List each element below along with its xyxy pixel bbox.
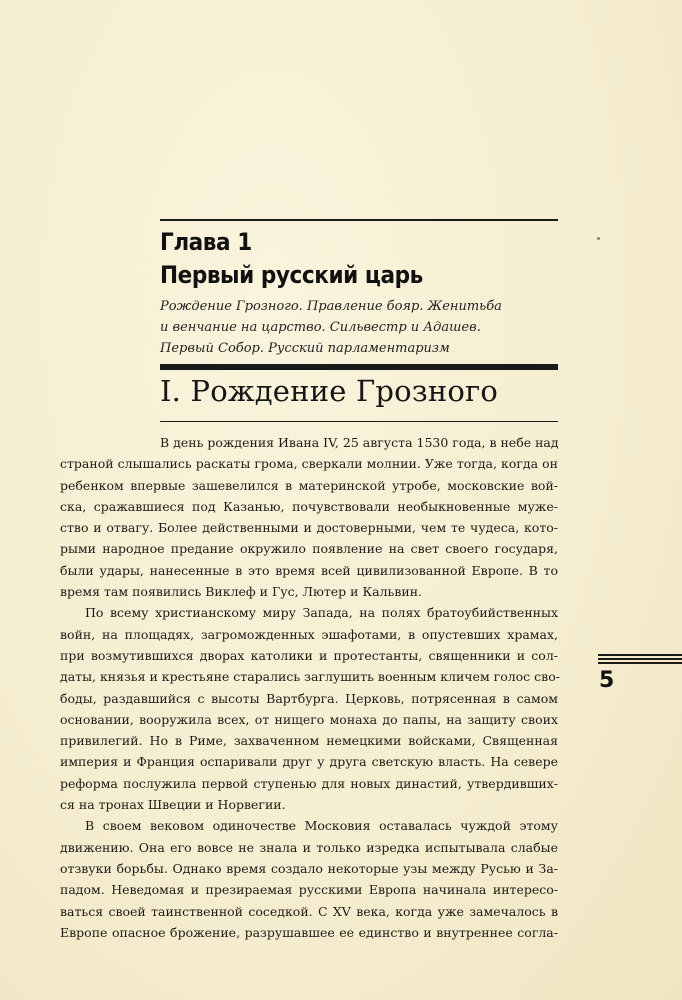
text-line: отзвуки борьбы. Однако время создало некоторые узы между Русью и За- (60, 860, 558, 876)
marker-bar (598, 662, 682, 664)
subtitle-line: и венчание на царство. Сильвестр и Адашев. (160, 320, 481, 335)
text-line: войн, на площадях, загроможденных эшафотами, в опустевших храмах, (60, 626, 558, 642)
text-line: привилегий. Но в Риме, захваченном немецкими войсками, Священная (60, 733, 558, 749)
text-line: страной слышались раскаты грома, сверкали молнии. Уже тогда, когда он (60, 456, 558, 472)
text-line: ваться своей таинственной соседкой. С XV века, когда уже замечалось в (60, 903, 558, 919)
paragraph (60, 432, 558, 602)
paragraph (60, 602, 558, 815)
text-line: ся на тронах Швеции и Норвегии. (60, 797, 286, 813)
text-line: Европе опасное брожение, разрушавшее ее единство и внутреннее согла- (60, 924, 558, 940)
marker-bar (598, 658, 682, 660)
page-marker-bars (598, 654, 682, 666)
text-line: падом. Неведомая и презираемая русскими Европа начинала интересо- (60, 882, 558, 898)
section-rule (160, 421, 558, 422)
text-line: боды, раздавшийся с высоты Вартбурга. Церковь, потрясенная в самом (60, 690, 558, 706)
body-text (60, 432, 558, 943)
text-line: основании, вооружила всех, от нищего монаха до папы, на защиту своих (60, 711, 558, 727)
text-line: при возмутившихся дворах католики и протестанты, священники и сол- (60, 647, 558, 663)
text-line: В день рождения Ивана IV, 25 августа 1530 года, в небе над (160, 435, 559, 450)
chapter-label: Глава 1 (160, 228, 252, 256)
text-line: были удары, нанесенные в это время всей цивилизованной Европе. В то (60, 562, 558, 578)
section-heading: I. Рождение Грозного (160, 374, 499, 408)
marker-bar (598, 654, 682, 656)
thick-rule (160, 364, 558, 370)
text-line: реформа послужила первой ступенью для новых династий, утвердивших- (60, 775, 558, 791)
text-line: движению. Она его вовсе не знала и только изредка испытывала слабые (60, 839, 558, 855)
text-line: ство и отвагу. Более действенными и достоверными, чем те чудеса, кото- (60, 520, 558, 536)
chapter-title: Первый русский царь (160, 261, 423, 289)
subtitle-line: Рождение Грозного. Правление бояр. Женитьба (160, 299, 502, 314)
text-line: По всему христианскому миру Запада, на полях братоубийственных (85, 605, 558, 621)
text-line: ска, сражавшиеся под Казанью, почувствовали необыкновенные муже- (60, 498, 558, 514)
text-line: В своем вековом одиночестве Московия оставалась чуждой этому (85, 818, 558, 834)
text-line: ребенком впервые зашевелился в материнской утробе, московские вой- (60, 477, 558, 493)
subtitle-line: Первый Собор. Русский парламентаризм (160, 341, 450, 356)
chapter-subtitle (160, 296, 560, 359)
paragraph (60, 815, 558, 943)
text-line: империя и Франция оспаривали друг у друга светскую власть. На севере (60, 754, 558, 770)
page-number: 5 (599, 668, 615, 693)
paper-speck (597, 237, 600, 240)
text-line: время там появились Виклеф и Гус, Лютер и Кальвин. (60, 584, 423, 600)
text-line: даты, князья и крестьяне старались заглушить военным кличем голос сво- (60, 669, 560, 685)
text-line: рыми народное предание окружило появление на свет своего государя, (60, 541, 558, 557)
top-rule (160, 219, 558, 221)
